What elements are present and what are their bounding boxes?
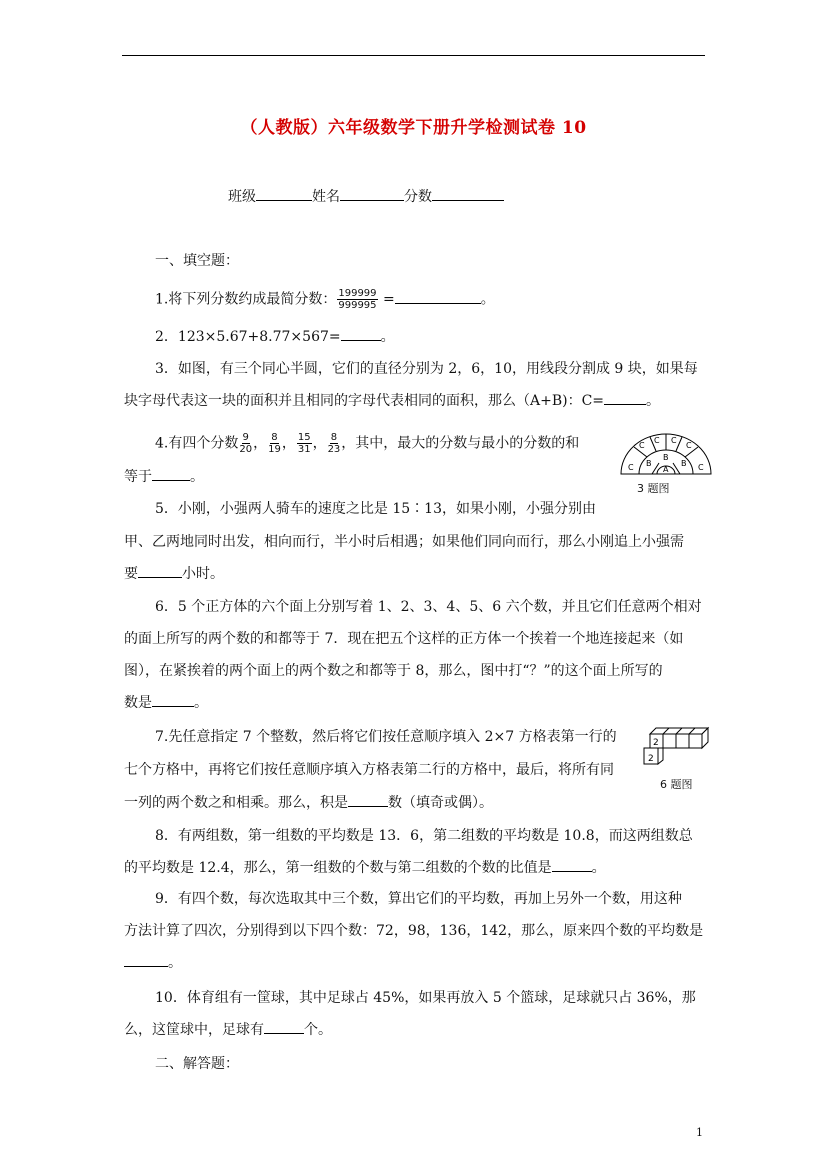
score-blank[interactable] [432,186,504,201]
fig3-label: B [681,459,687,468]
figure-6-caption: 6 题图 [660,778,693,791]
answer-blank[interactable] [152,466,190,481]
fig3-label: C [639,441,645,450]
fig3-label: C [698,463,704,472]
name-label: 姓名 [312,189,340,205]
answer-blank[interactable] [604,390,646,405]
question-4-line-2: 等于 。 [124,466,204,486]
question-8-line-2: 的平均数是 12.4，那么，第一组数的个数与第二组数的个数的比值是 。 [124,857,606,877]
fraction-3: $\frac{15}{31}$ [297,432,311,455]
question-6-line-1: 6．5 个正方体的六个面上分别写着 1、2、3、4、5、6 六个数，并且它们任意两个相对 [155,599,702,615]
question-10-line-1: 10．体育组有一筐球，其中足球占 45%，如果再放入 5 个篮球，足球就只占 36%，那 [155,990,696,1006]
answer-blank[interactable] [552,857,592,872]
answer-blank[interactable] [348,792,388,807]
question-9-line-3: 。 [124,952,182,972]
fig6-label: 2 [648,754,654,764]
answer-blank[interactable] [264,1019,304,1034]
fig3-label: A [663,465,669,474]
answer-blank[interactable] [341,326,381,341]
question-5-line-3: 要 小时。 [124,563,224,583]
fig3-label: C [686,441,692,450]
question-7-line-3: 一列的两个数之和相乘。那么，积是 数（填奇或偶）。 [124,792,493,812]
question-5-line-1: 5．小刚，小强两人骑车的速度之比是 15∶13，如果小刚，小强分别由 [155,501,596,517]
question-6-line-4: 数是 。 [124,692,208,712]
fig3-label: B [646,459,652,468]
fraction-2: $\frac{8}{19}$ [268,432,281,455]
class-label: 班级 [228,189,256,205]
question-9-line-1: 9．有四个数，每次选取其中三个数，算出它们的平均数，再加上另外一个数，用这种 [155,891,682,907]
fraction-1: $\frac{9}{20}$ [239,432,253,455]
score-label: 分数 [404,189,432,205]
page-number: 1 [696,1126,703,1139]
student-info [228,186,504,206]
question-5-line-2: 甲、乙两地同时出发，相向而行，半小时后相遇；如果他们同向而行，那么小刚追上小强需 [124,534,684,550]
fraction: $\frac{199999}{999995}$ [338,288,377,311]
fraction-4: $\frac{8}{23}$ [327,432,341,455]
question-1: 1.将下列分数约成最简分数： $\frac{199999}{999995}$ = 。 [155,288,495,311]
question-8-line-1: 8．有两组数，第一组数的平均数是 13．6，第二组数的平均数是 10.8，而这两组数总 [155,828,693,844]
question-9-line-2: 方法计算了四次，分别得到以下四个数：72，98，136，142，那么，原来四个数的平均数是 [124,923,704,939]
question-2: 2．123×5.67+8.77×567= 。 [155,326,395,346]
class-blank[interactable] [256,186,312,201]
question-6-line-3: 图），在紧挨着的两个面上的两个数之和都等于 8，那么，图中打“？”的这个面上所写的 [124,663,663,679]
answer-blank[interactable] [138,563,182,578]
fig6-label: 2 [653,738,659,748]
name-blank[interactable] [340,186,404,201]
fig3-label: B [663,453,669,462]
question-4-line-1: 4.有四个分数 $\frac{9}{20}$ ， $\frac{8}{19}$ ， $\frac{15}{31}$ ， $\frac{8}{23}$ ，其中，最大的分数与最小的分数的和 [155,432,580,455]
question-6-line-2: 的面上所写的两个数的和都等于 7．现在把五个这样的正方体一个挨着一个地连接起来（如 [124,631,684,647]
fig3-label: C [628,463,634,472]
page-title: （人教版）六年级数学下册升学检测试卷 10 [240,118,587,138]
section-2-heading: 二、解答题： [155,1056,239,1072]
question-7-line-1: 7.先任意指定 7 个整数，然后将它们按任意顺序填入 2×7 方格表第一行的 [155,729,617,745]
fig3-label: C [654,436,660,445]
fig3-label: C [671,436,677,445]
section-1-heading: 一、填空题： [155,253,239,269]
figure-6-cubes [640,724,710,774]
question-3-line-1: 3．如图，有三个同心半圆，它们的直径分别为 2，6，10，用线段分割成 9 块，如果每 [155,361,698,377]
header-rule [122,55,705,56]
question-7-line-2: 七个方格中，再将它们按任意顺序填入方格表第二行的方格中，最后，将所有同 [124,762,614,778]
answer-blank[interactable] [152,692,194,707]
figure-3-semicircles [616,430,716,478]
figure-3-caption: 3 题图 [637,482,670,495]
answer-blank[interactable] [395,289,481,304]
question-3-line-2: 块字母代表这一块的面积并且相同的字母代表相同的面积，那么（A+B)：C= 。 [124,390,660,410]
answer-blank[interactable] [124,952,168,967]
question-10-line-2: 么，这筐球中，足球有 个。 [124,1019,332,1039]
